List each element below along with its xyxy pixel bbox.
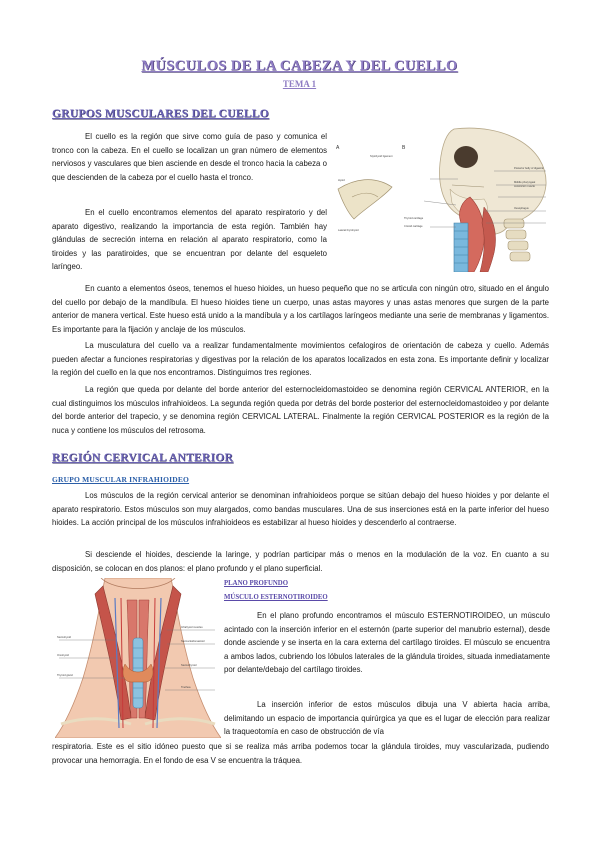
paragraph-7: Si desciende el hioides, desciende la laringe, y podrían participar más o menos en la modulación de la voz. En cuanto a su disposición, se colocan en dos planos: el plano profundo y el plano superficial. <box>52 550 549 573</box>
paragraph-9a: La inserción inferior de estos músculos dibuja una V abierta hacia arriba, delimitando un espacio de importancia quirúrgica ya que es el lugar de elección para realizar la traqueotomía en caso de obstrucción de vía <box>224 700 550 737</box>
svg-text:Posterior belly of digastric: Posterior belly of digastric <box>514 167 544 170</box>
svg-text:Trachea: Trachea <box>181 686 191 689</box>
paragraph-1: El cuello es la región que sirve como guía de paso y comunica el tronco con la cabeza. En el cuello se localizan un gran número de elementos nerviosos y vasculares que bien asciende en desde el tronco hacia la cabeza o que descienden de la cabeza por el cuello hasta el tronco. <box>52 132 327 182</box>
svg-text:Oesophagus: Oesophagus <box>514 207 529 210</box>
svg-text:A: A <box>336 145 340 151</box>
paragraph-9b: respiratoria. Este es el sitio idóneo puesto que si se realiza más arriba podemos tocar la glándula tiroides, muy vascularizada, pudiendo provocar una hemorragia. En el fondo de esa V se encuentra la tráquea. <box>52 742 549 765</box>
heading-plano-profundo: PLANO PROFUNDO <box>224 580 288 587</box>
svg-text:Stylohyoid ligament: Stylohyoid ligament <box>370 155 393 158</box>
section-heading-grupos: GRUPOS MUSCULARES DEL CUELLO <box>52 108 270 120</box>
neck-anterior-anatomy-figure <box>55 578 221 738</box>
svg-text:Sternohyoid: Sternohyoid <box>57 636 71 639</box>
paragraph-8: En el plano profundo encontramos el músculo ESTERNOTIROIDEO, un músculo acintado con la inserción inferior en el esternón (parte superior del manubrio esternal), desde donde asciende y se inserta en la cara externa del cartílago tiroides. El músculo se encuentra a ambos lados, cubriendo los lóbulos laterales de la glándula tiroides, situada inmediatamente por delante/debajo del cartílago tiroides. <box>224 611 550 675</box>
svg-text:Infrahyoid muscles: Infrahyoid muscles <box>181 626 203 629</box>
svg-text:constrictor muscle: constrictor muscle <box>514 185 535 188</box>
svg-text:Lateral thyrohyoid: Lateral thyrohyoid <box>338 229 359 232</box>
svg-text:Thyroid gland: Thyroid gland <box>57 674 73 677</box>
page-subtitle: TEMA 1 <box>282 79 317 89</box>
page-title: MÚSCULOS DE LA CABEZA Y DEL CUELLO <box>141 58 458 74</box>
svg-text:Thyroid cartilage: Thyroid cartilage <box>404 217 424 220</box>
section-heading-region: REGIÓN CERVICAL ANTERIOR <box>52 452 234 464</box>
svg-text:Cricoid cartilage: Cricoid cartilage <box>404 225 423 228</box>
subsection-heading-grupo: GRUPO MUSCULAR INFRAHIOIDEO <box>52 475 190 484</box>
paragraph-3: En cuanto a elementos óseos, tenemos el hueso hioides, un hueso pequeño que no se articula con ningún otro, situado en el ángulo del cuello por debajo de la mandíbula. El hueso hioides tiene un cuerpo, unas astas mayores y unas astas menores que surgen de la parte anterior de manera vertical. Este hueso está unido a la mandíbula y a los cartílagos laríngeos mediante una serie de membranas y ligamentos. Es importante para la fijación y anclaje de los músculos. <box>52 284 549 334</box>
paragraph-5: La región que queda por delante del borde anterior del esternocleidomastoideo se denomina región CERVICAL ANTERIOR, en la cual distinguimos los músculos infrahioideos. La segunda región queda por detrás del borde posterior del esternocleidomastoideo y por delante del borde anterior del trapecio, y se denomina región CERVICAL LATERAL. Finalmente la región CERVICAL POSTERIOR es la región de la nuca y contiene los músculos del retrosoma. <box>52 385 549 435</box>
svg-text:Omohyoid: Omohyoid <box>57 654 69 657</box>
svg-text:B: B <box>402 145 406 151</box>
neck-lateral-anatomy-figure <box>334 127 552 272</box>
paragraph-6: Los músculos de la región cervical anterior se denominan infrahioideos porque se sitúan debajo del hueso hioides y por delante el aparato respiratorio. Estos músculos son muy alargados, como bandas musculares. Una de sus inserciones está en la parte inferior del hueso hioides. La acción principal de los músculos infrahioideos es estabilizar al hueso hioides y descenderlo al contraerse. <box>52 491 549 528</box>
svg-text:Sternocleidomastoid: Sternocleidomastoid <box>181 640 205 643</box>
heading-musculo-esternotiroideo: MÚSCULO ESTERNOTIROIDEO <box>224 594 328 601</box>
paragraph-2: En el cuello encontramos elementos del aparato respiratorio y del aparato digestivo, realizando la importancia de esta región. También hay glándulas de secreción interna en relación al aparato respiratorio, como la tiroides y las paratiroides, que se encuentran por delante del esqueleto laríngeo. <box>52 208 327 272</box>
svg-text:Middle pharyngeal: Middle pharyngeal <box>514 181 536 184</box>
svg-text:Sternothyroid: Sternothyroid <box>181 664 197 667</box>
svg-text:Hyoid: Hyoid <box>338 179 345 182</box>
paragraph-4: La musculatura del cuello va a realizar fundamentalmente movimientos cefalogiros de orientación de cabeza y cuello. Además pueden afectar a funciones respiratorias y digestivas por la relación de los aparatos localizados en esta zona. Es importante definir y localizar la región del cuello en la que nos encontramos. Distinguimos tres regiones. <box>52 341 549 378</box>
